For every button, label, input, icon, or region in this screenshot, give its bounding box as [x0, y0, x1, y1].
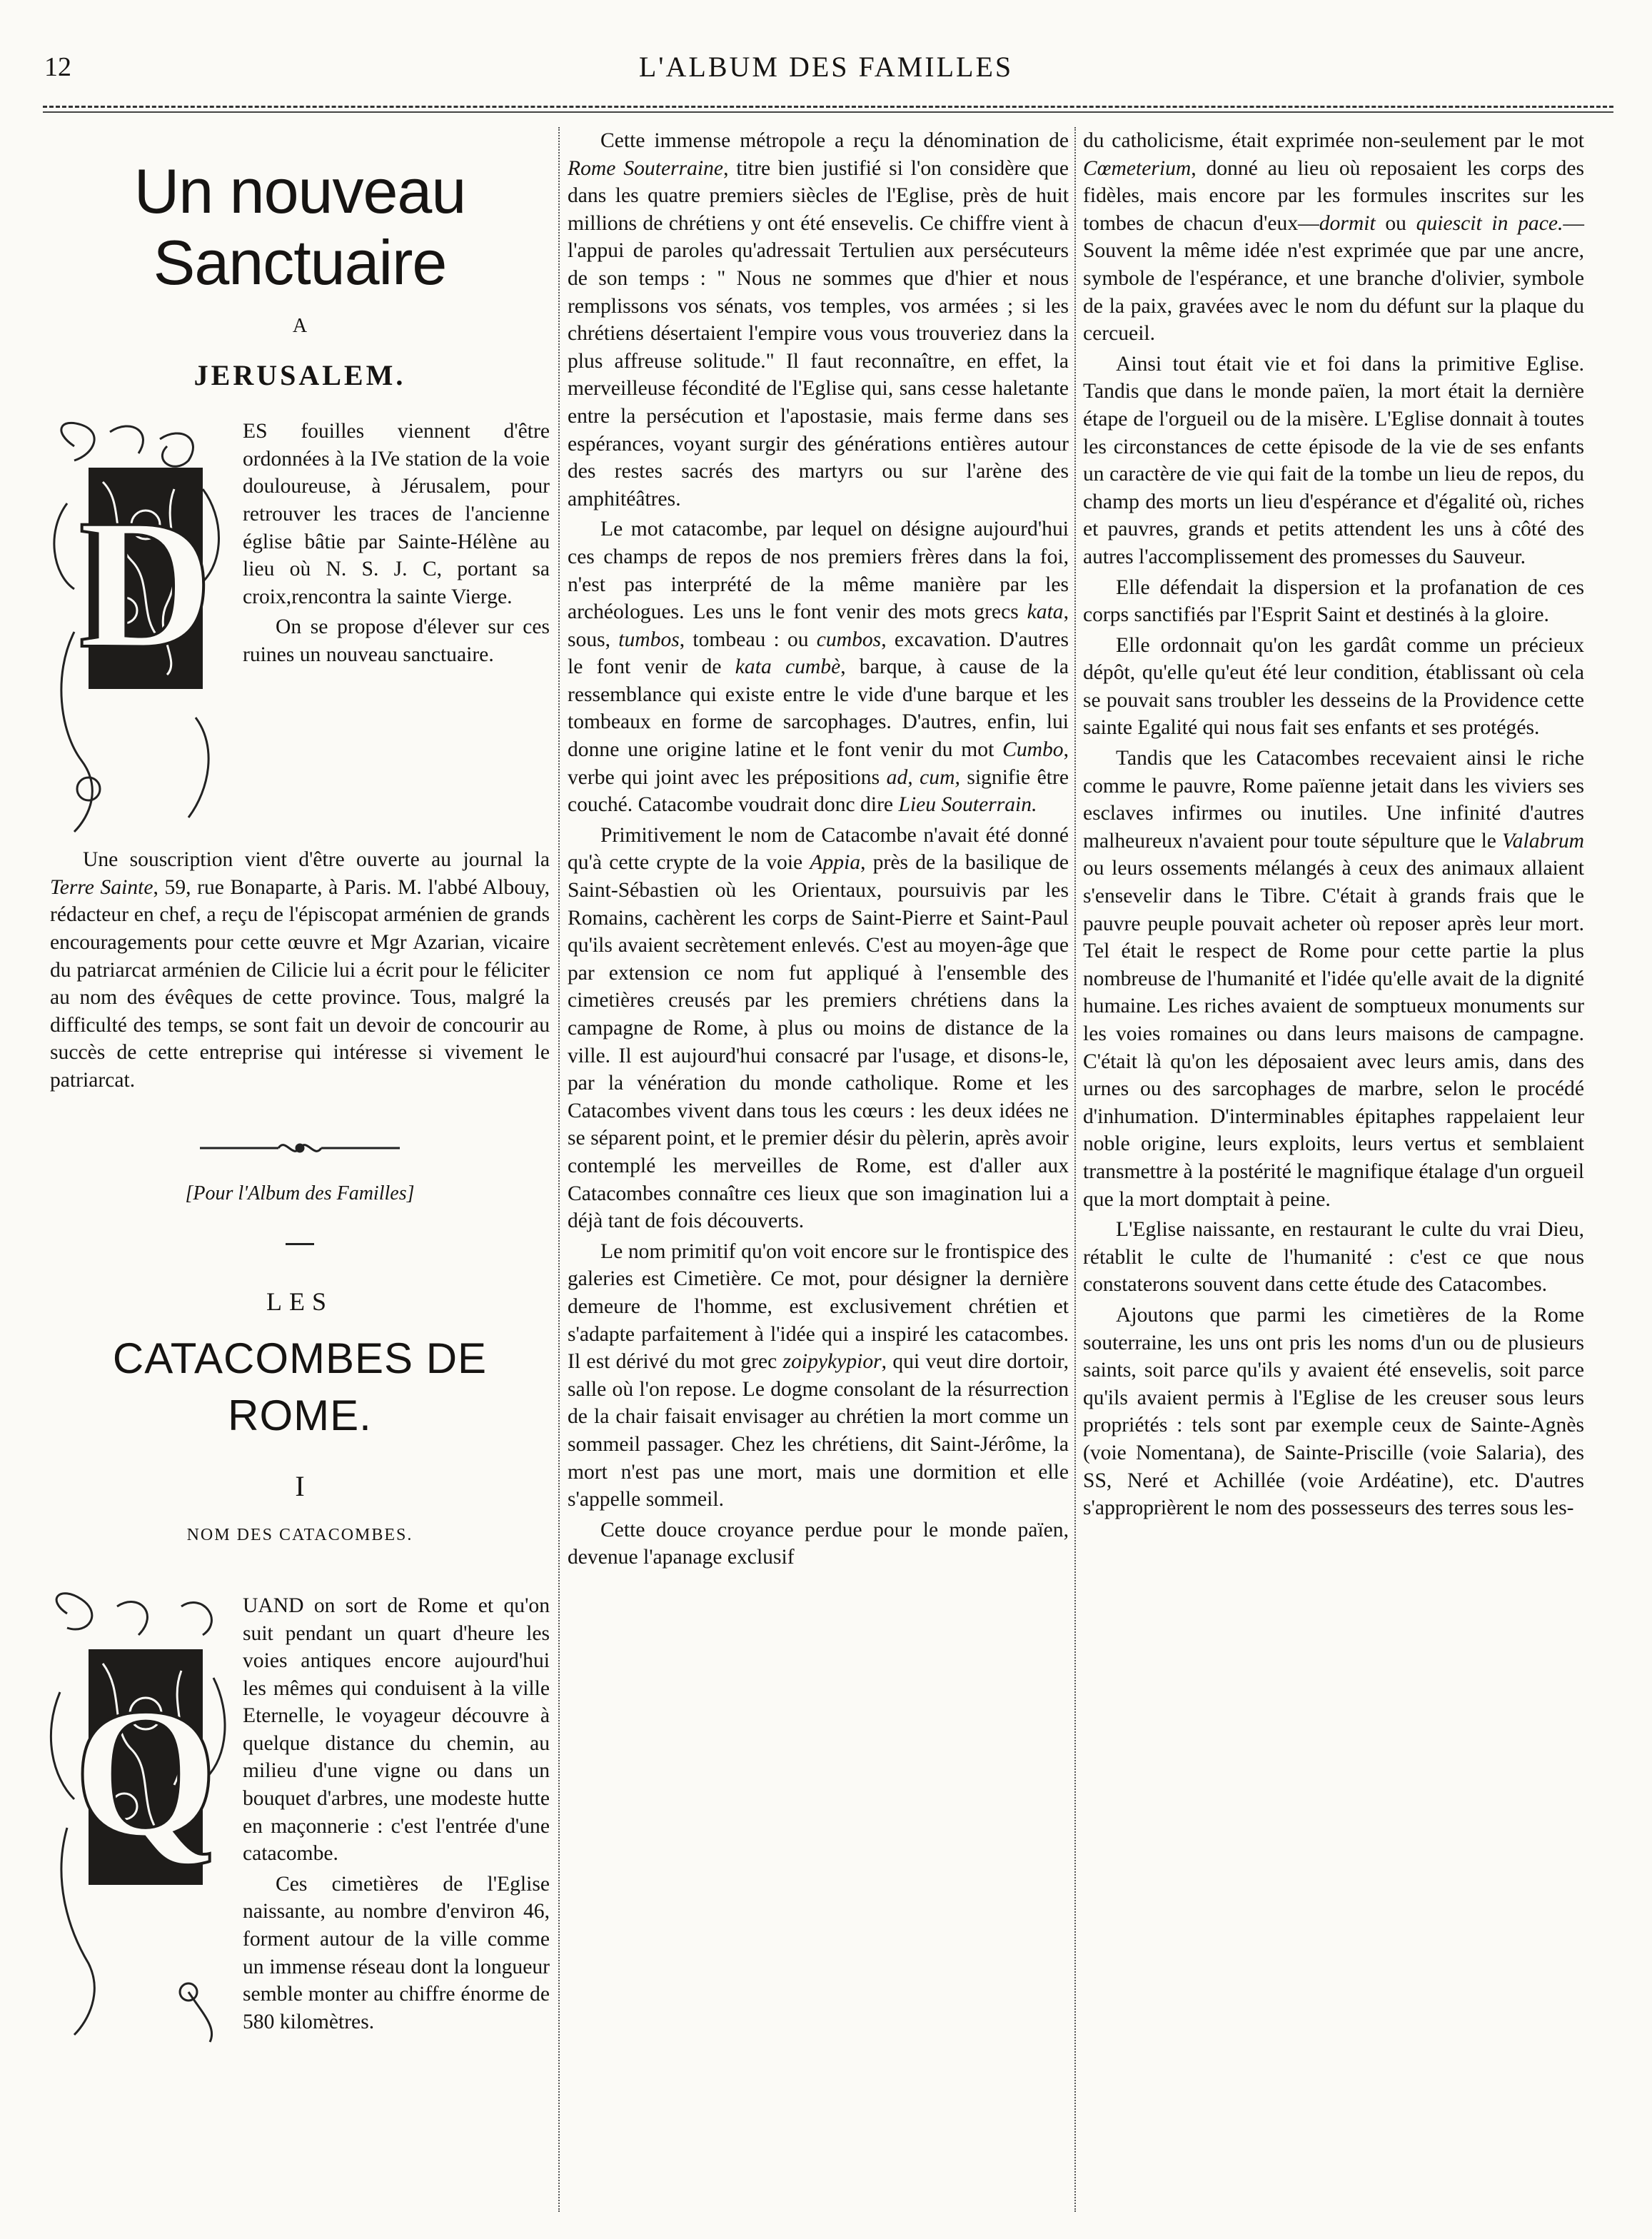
article-kicker: LES	[266, 1287, 333, 1317]
chapter-title: NOM DES CATACOMBES.	[186, 1526, 413, 1545]
paragraph: Le nom primitif qu'on voit encore sur le frontispice des galeries est Cimetière. Ce mot, pour désigner la dernière demeure de l'homme, est exclusivement chrétien et s'adapte parfaitement à l'idée qui a inspiré les catacombes. Il est dérivé du mot grec zoipykypior, qui veut dire dortoir, salle où l'on repose. Le dogme consolant de la résurrection de la chair faisait envisager au chrétien la mort comme un sommeil passager. Chez les chrétiens, dit Saint-Jérôme, la mort n'est pas une mort, mais une dormition et elle s'appelle sommeil.	[568, 1239, 1069, 1511]
paragraph: du catholicisme, était exprimée non-seulement par le mot Cœmeterium, donné au lieu où reposaient les corps des fidèles, mais encore par les formules inscrites sur les tombes de chacun d'eux—dormit ou quiescit in pace.—Souvent la même idée n'est exprimée que par une ancre, symbole de l'espérance, et une branche d'olivier, symbole de la paix, gravées avec le nom du défunt sur la plaque du cercueil.	[1083, 129, 1584, 346]
ornate-dropcap-d	[46, 418, 231, 846]
paragraph: Ainsi tout était vie et foi dans la primitive Eglise. Tandis que dans le monde païen, la mort était la dernière étape de l'orgueil ou de la misère. L'Eglise donnait à toutes les circonstances de cette épisode de la vie de ses enfants un caractère de vie qui fait de la tombe un lieu de repos, du champ des morts un lieu d'espérance et d'égalité où, riches et pauvres, grands et petits attendent les uns à côté des autres l'accomplissement des promesses du Sauveur.	[1083, 352, 1584, 568]
article-place: JERUSALEM.	[193, 358, 406, 391]
column-rule-2	[1074, 127, 1076, 2212]
ornate-dropcap-q	[46, 1592, 231, 2049]
paragraph: Tandis que les Catacombes recevaient ainsi le riche comme le pauvre, Rome païenne jetait dans les viviers ses esclaves infirmes ou inutiles. Une infinité d'autres malheureux n'avaient pour toute sépulture que le Valabrum ou leurs ossements mélangés à ceux des animaux allaient s'ensevelir dans le Tibre. C'était à grands frais que le pauvre peuple pouvait acheter où reposer après leur mort. Tel était le respect de Rome pour cette partie la plus nombreuse de l'humanité et l'idée qu'elle avait de la dignité humaine. Les riches avaient de somptueux monuments sur les voies romaines ou dans leurs maisons de campagne. C'était là qu'on les déposaient avec leurs amis, dans des urnes ou des sarcophages de marbre, selon le procédé d'inhumation. D'interminables épitaphes rappelaient leur noble origine, leurs exploits, leurs vertus et semblaient transmettre à la postérité le magnifique étalage d'un orgueil que la mort domptait à peine.	[1083, 747, 1584, 1211]
page-number: 12	[44, 52, 71, 82]
section-ornament	[50, 1137, 550, 1159]
article-title: Un nouveau Sanctuaire	[134, 156, 466, 298]
paragraph: Cette douce croyance perdue pour le monde païen, devenue l'apanage exclusif	[568, 1518, 1069, 1569]
header-rule	[43, 106, 1613, 108]
column-1	[50, 127, 550, 2049]
column-2	[568, 127, 1069, 1574]
paragraph: Le mot catacombe, par lequel on désigne aujourd'hui ces champs de repos de nos premiers frères dans la foi, n'est pas interprété de la même manière par les archéologues. Les uns le font venir des mots grecs kata, sous, tumbos, tombeau : ou cumbos, excavation. D'autres le font venir de kata cumbè, barque, à cause de la ressemblance qui existe entre le vide d'une barque et les tombeaux en forme de sarcophages. D'autres, enfin, lui donne une origine latine et le font venir du mot Cumbo, verbe qui joint avec les prépositions ad, cum, signifie être couché. Catacombe voudrait donc dire Lieu Souterrain.	[568, 518, 1069, 817]
chapter-number: I	[295, 1469, 305, 1502]
header-rule-solid	[43, 111, 1613, 113]
svg-text:D: D	[79, 481, 213, 688]
paragraph: L'Eglise naissante, en restaurant le culte du vrai Dieu, rétablit le culte de l'humanité : c'est ce que nous constaterons souvent dans cette étude des Catacombes.	[1083, 1218, 1584, 1297]
column-rule-1	[558, 127, 560, 2212]
paragraph: Une souscription vient d'être ouverte au journal la Terre Sainte, 59, rue Bonaparte, à Paris. M. l'abbé Albouy, rédacteur en chef, a reçu de l'épiscopat arménien de grands encouragements pour cette œuvre et Mgr Azarian, vicaire du patriarcat arménien de Cilicie lui a écrit pour le féliciter au nom des évêques de cette province. Tous, malgré la difficulté des temps, se sont fait un devoir de concourir au succès de cette entreprise qui intéresse si vivement le patriarcat.	[50, 848, 550, 1092]
paragraph: Elle ordonnait qu'on les gardât comme un précieux dépôt, qu'elle qu'eut été leur condition, établissant où cela se pouvait sans troubler les desseins de la Providence cette sainte Egalité qui nous fait ses enfants et ses protégés.	[1083, 633, 1584, 740]
paragraph: UAND on sort de Rome et qu'on suit pendant un quart d'heure les voies antiques encore aujourd'hui les mêmes qui conduisent à la ville Eternelle, le voyageur découvre à quelque distance du chemin, au milieu d'une vigne ou dans un bouquet d'arbres, une modeste hutte en maçonnerie : c'est l'entrée d'une catacombe.	[243, 1594, 550, 1866]
column-3	[1083, 127, 1584, 1525]
svg-text:Q: Q	[73, 1669, 218, 1876]
attribution-note: [Pour l'Album des Familles]	[185, 1182, 415, 1204]
paragraph: ES fouilles viennent d'être ordonnées à la IVe station de la voie douloureuse, à Jérusalem, pour retrouver les traces de l'ancienne église bâtie par Sainte-Hélène au lieu où N. S. J. C, portant sa croix,rencontra la sainte Vierge.	[243, 420, 550, 608]
paragraph: Ajoutons que parmi les cimetières de la Rome souterraine, les uns ont pris les noms d'un ou de plusieurs saints, soit parce qu'ils y avaient été ensevelis, soit parce qu'ils avaient permis à l'Eglise de les creuser sous leurs propriétés : tels sont par exemple ceux de Sainte-Agnès (voie Nomentana), de Sainte-Priscille (voie Salaria), des SS, Neré et Achillée (voie Ardéatine), etc. D'autres s'approprièrent le nom des possesseurs des terres sous les-	[1083, 1303, 1584, 1520]
paragraph: On se propose d'élever sur ces ruines un nouveau sanctuaire.	[243, 615, 550, 666]
paragraph: Ces cimetières de l'Eglise naissante, au nombre d'environ 46, forment autour de la ville comme un immense réseau dont la longueur semble monter au chiffre énorme de 580 kilomètres.	[243, 1872, 550, 2033]
paragraph: Primitivement le nom de Catacombe n'avait été donné qu'à cette crypte de la voie Appia, près de la basilique de Saint-Sébastien où les Orientaux, poursuivis par les Romains, cachèrent les corps de Saint-Pierre et Saint-Paul qu'ils avaient secrètement enlevés. C'est au moyen-âge que par extension ce nom fut appliqué à l'ensemble des cimetières creusés par les premiers chrétiens dans la campagne de Rome, à plus ou moins de distance de la ville. Il est aujourd'hui consacré par l'usage, et disons-le, par la vénération du monde catholique. Rome et les Catacombes vivent dans tous les cœurs : les deux idées ne se séparent point, et le premier désir du pèlerin, après avoir contemplé les merveilles de Rome, est d'aller aux Catacombes connaître ces lieux que son imagination lui a déjà tant de fois découverts.	[568, 823, 1069, 1233]
journal-title: L'ALBUM DES FAMILLES	[638, 51, 1014, 83]
short-rule	[286, 1243, 314, 1245]
article-title-catacombes: CATACOMBES DE ROME.	[112, 1334, 488, 1439]
paragraph: Elle défendait la dispersion et la profanation de ces corps sanctifiés par l'Esprit Saint et destinés à la gloire.	[1083, 575, 1584, 627]
paragraph: Cette immense métropole a reçu la dénomination de Rome Souterraine, titre bien justifié si l'on considère que dans les quatre premiers siècles de l'Eglise, près de huit millions de chrétiens y ont été ensevelis. Ce chiffre vient à l'appui de paroles qu'adressait Tertulien aux persécuteurs de son temps : " Nous ne sommes que d'hier et nous remplissons vos sénats, vos temples, vos armées ; si les chrétiens désertaient l'empire vous vous trouveriez dans la plus affreuse solitude." Il faut reconnaître, en effet, la merveilleuse fécondité de l'Eglise qui, sans cesse haletante entre la persécution et l'apostasie, mais ferme dans ses espérances, voyant surgir des générations entières autour des restes sacrés des martyrs ou sur l'arène des amphitéâtres.	[568, 129, 1069, 510]
title-preposition: A	[292, 315, 308, 337]
